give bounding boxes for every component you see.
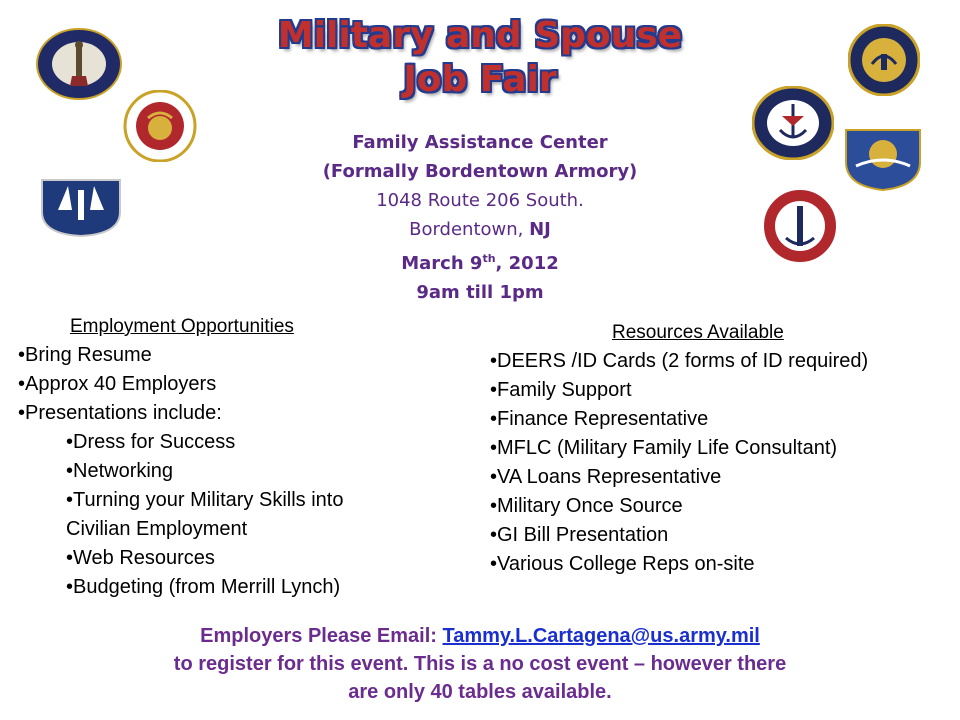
list-item: •Presentations include: — [18, 402, 222, 424]
list-item: •Approx 40 Employers — [18, 373, 217, 395]
venue-name: Family Assistance Center — [352, 132, 608, 153]
list-item: •Military Once Source — [490, 495, 683, 517]
list-item: •MFLC (Military Family Life Consultant) — [490, 437, 838, 459]
resources-heading: Resources Available — [612, 322, 784, 343]
event-date-post: , 2012 — [495, 253, 559, 274]
coast-guard-reserve-seal-icon — [760, 188, 840, 264]
army-national-guard-seal-icon — [36, 28, 122, 100]
venue-city-name: Bordentown, — [409, 219, 530, 240]
list-item: •Family Support — [490, 379, 632, 401]
employment-heading: Employment Opportunities — [70, 316, 294, 337]
list-item: •VA Loans Representative — [490, 466, 722, 488]
venue-street: 1048 Route 206 South. — [376, 190, 584, 211]
air-national-guard-seal-icon — [38, 176, 124, 238]
resources-section — [490, 318, 868, 579]
list-item: •Finance Representative — [490, 408, 709, 430]
title-line-2: Job Fair — [403, 59, 557, 100]
title-line-1: Military and Spouse — [277, 15, 683, 56]
footer-line-2: to register for this event. This is a no cost event – however there — [173, 653, 787, 675]
list-subitem: •Budgeting (from Merrill Lynch) — [66, 576, 341, 598]
list-subitem: •Turning your Military Skills into — [66, 489, 344, 511]
footer-email-label: Employers Please Email: — [200, 625, 443, 647]
list-subitem: •Networking — [66, 460, 174, 482]
event-time: 9am till 1pm — [416, 282, 544, 303]
email-link[interactable]: Tammy.L.Cartagena@us.army.mil — [442, 625, 760, 647]
marine-corps-reserve-seal-icon — [122, 90, 198, 162]
list-subitem: •Web Resources — [66, 547, 215, 569]
list-subitem: •Dress for Success — [66, 431, 236, 453]
naval-reserve-seal-icon — [752, 86, 834, 160]
footer-line-3: are only 40 tables available. — [348, 681, 612, 703]
army-reserve-seal-icon — [848, 24, 920, 96]
footer-line-1 — [0, 622, 960, 650]
list-item: •GI Bill Presentation — [490, 524, 669, 546]
list-item: •Bring Resume — [18, 344, 152, 366]
footer-note — [0, 622, 960, 706]
list-item: •Various College Reps on-site — [490, 553, 755, 575]
event-date-sup: th — [482, 252, 496, 265]
air-force-reserve-seal-icon — [842, 126, 924, 194]
list-subitem: Civilian Employment — [66, 518, 248, 540]
list-item: •DEERS /ID Cards (2 forms of ID required) — [490, 350, 869, 372]
venue-state: NJ — [529, 219, 551, 240]
event-date-pre: March 9 — [401, 253, 483, 274]
employment-section — [18, 312, 343, 602]
venue-former-name: (Formally Bordentown Armory) — [322, 161, 638, 182]
